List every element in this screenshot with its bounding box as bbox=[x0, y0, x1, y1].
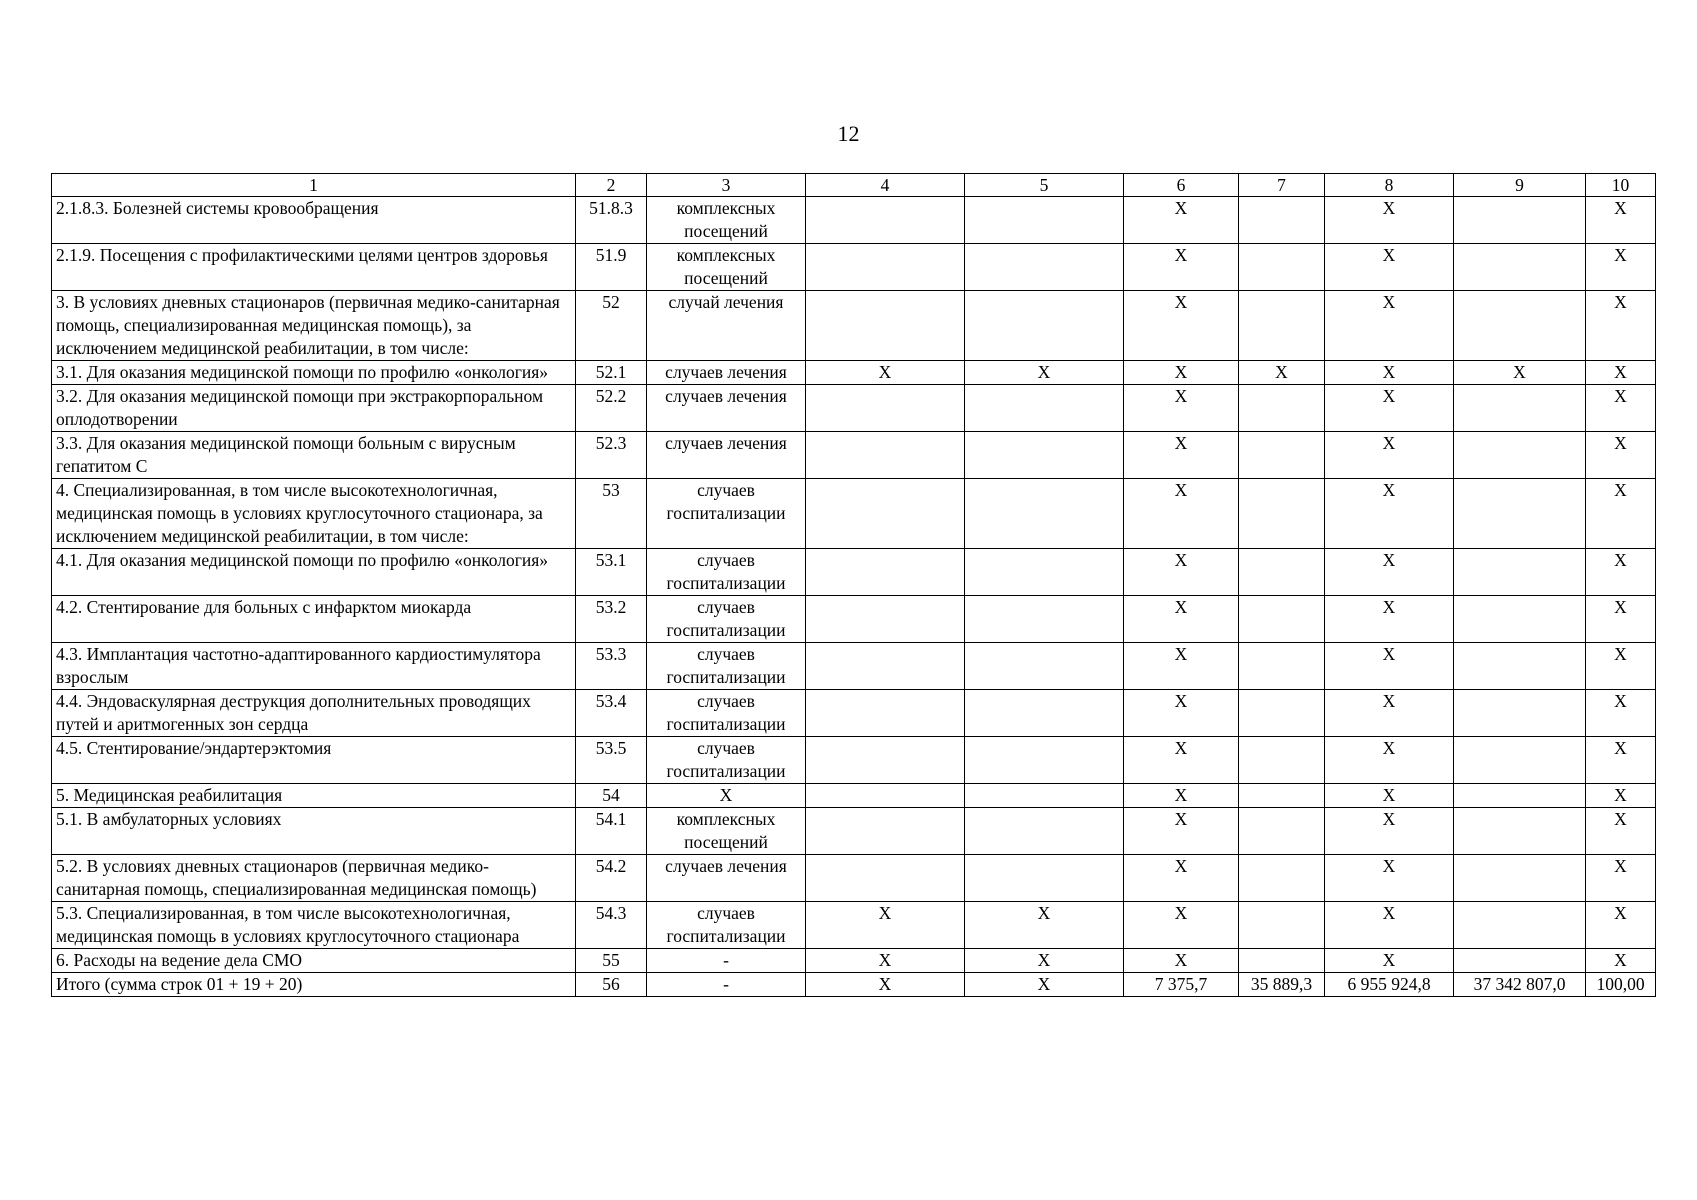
col6-cell: Х bbox=[1124, 432, 1239, 479]
row-unit-cell: комплексных посещений bbox=[647, 808, 806, 855]
col8-cell: Х bbox=[1325, 361, 1454, 385]
col8-cell: Х bbox=[1325, 479, 1454, 549]
row-name-cell: 4.3. Имплантация частотно-адаптированного кардиостимулятора взрослым bbox=[52, 643, 576, 690]
column-header-1: 1 bbox=[52, 174, 576, 197]
table-row bbox=[52, 643, 1656, 690]
col5-cell bbox=[965, 808, 1124, 855]
col7-cell bbox=[1239, 596, 1325, 643]
col10-cell: Х bbox=[1586, 643, 1656, 690]
row-unit-cell: Х bbox=[647, 784, 806, 808]
col6-cell: Х bbox=[1124, 784, 1239, 808]
row-unit-cell: случай лечения bbox=[647, 291, 806, 361]
col7-cell bbox=[1239, 244, 1325, 291]
row-unit-cell: случаев лечения bbox=[647, 385, 806, 432]
col6-cell: Х bbox=[1124, 549, 1239, 596]
col7-cell bbox=[1239, 197, 1325, 244]
row-name-cell: 5.1. В амбулаторных условиях bbox=[52, 808, 576, 855]
col10-cell: Х bbox=[1586, 244, 1656, 291]
column-header-5: 5 bbox=[965, 174, 1124, 197]
col6-cell: Х bbox=[1124, 690, 1239, 737]
col9-cell bbox=[1454, 596, 1586, 643]
col10-cell: Х bbox=[1586, 361, 1656, 385]
table-row bbox=[52, 361, 1656, 385]
column-header-8: 8 bbox=[1325, 174, 1454, 197]
row-unit-cell: случаев госпитализации bbox=[647, 643, 806, 690]
col7-cell bbox=[1239, 643, 1325, 690]
col5-cell bbox=[965, 855, 1124, 902]
col4-cell bbox=[806, 479, 965, 549]
column-header-3: 3 bbox=[647, 174, 806, 197]
col8-cell: Х bbox=[1325, 949, 1454, 973]
col5-cell bbox=[965, 385, 1124, 432]
row-unit-cell: случаев госпитализации bbox=[647, 690, 806, 737]
col8-cell: Х bbox=[1325, 902, 1454, 949]
col8-cell: Х bbox=[1325, 784, 1454, 808]
col4-cell: Х bbox=[806, 361, 965, 385]
col6-cell: Х bbox=[1124, 197, 1239, 244]
row-name-cell: 4.5. Стентирование/эндартерэктомия bbox=[52, 737, 576, 784]
col6-cell: Х bbox=[1124, 596, 1239, 643]
page-number: 12 bbox=[837, 121, 860, 146]
col10-cell: Х bbox=[1586, 784, 1656, 808]
col10-cell: 100,00 bbox=[1586, 973, 1656, 997]
col6-cell: Х bbox=[1124, 737, 1239, 784]
col7-cell: 35 889,3 bbox=[1239, 973, 1325, 997]
col10-cell: Х bbox=[1586, 479, 1656, 549]
col10-cell: Х bbox=[1586, 949, 1656, 973]
row-code-cell: 53.1 bbox=[576, 549, 647, 596]
row-code-cell: 54.2 bbox=[576, 855, 647, 902]
col7-cell bbox=[1239, 479, 1325, 549]
data-table bbox=[51, 173, 1656, 997]
table-row bbox=[52, 549, 1656, 596]
table-row bbox=[52, 385, 1656, 432]
col5-cell bbox=[965, 784, 1124, 808]
col6-cell: Х bbox=[1124, 361, 1239, 385]
col10-cell: Х bbox=[1586, 432, 1656, 479]
col5-cell bbox=[965, 549, 1124, 596]
col9-cell bbox=[1454, 291, 1586, 361]
row-unit-cell: случаев лечения bbox=[647, 432, 806, 479]
col8-cell: Х bbox=[1325, 197, 1454, 244]
col5-cell: Х bbox=[965, 361, 1124, 385]
col5-cell bbox=[965, 197, 1124, 244]
table-row bbox=[52, 244, 1656, 291]
col4-cell bbox=[806, 244, 965, 291]
col6-cell: Х bbox=[1124, 855, 1239, 902]
row-unit-cell: случаев лечения bbox=[647, 855, 806, 902]
col10-cell: Х bbox=[1586, 737, 1656, 784]
col4-cell bbox=[806, 432, 965, 479]
row-unit-cell: случаев госпитализации bbox=[647, 549, 806, 596]
row-code-cell: 54 bbox=[576, 784, 647, 808]
col8-cell: Х bbox=[1325, 244, 1454, 291]
col8-cell: Х bbox=[1325, 385, 1454, 432]
row-code-cell: 54.1 bbox=[576, 808, 647, 855]
row-name-cell: 2.1.9. Посещения с профилактическими целями центров здоровья bbox=[52, 244, 576, 291]
col5-cell: Х bbox=[965, 902, 1124, 949]
row-code-cell: 53.4 bbox=[576, 690, 647, 737]
row-code-cell: 52.3 bbox=[576, 432, 647, 479]
col6-cell: Х bbox=[1124, 244, 1239, 291]
row-unit-cell: комплексных посещений bbox=[647, 197, 806, 244]
col10-cell: Х bbox=[1586, 291, 1656, 361]
col9-cell bbox=[1454, 197, 1586, 244]
col8-cell: Х bbox=[1325, 596, 1454, 643]
col7-cell bbox=[1239, 549, 1325, 596]
row-code-cell: 51.9 bbox=[576, 244, 647, 291]
col5-cell bbox=[965, 737, 1124, 784]
col9-cell bbox=[1454, 244, 1586, 291]
col7-cell bbox=[1239, 784, 1325, 808]
col5-cell bbox=[965, 432, 1124, 479]
row-code-cell: 52.2 bbox=[576, 385, 647, 432]
row-name-cell: 4.2. Стентирование для больных с инфарктом миокарда bbox=[52, 596, 576, 643]
col4-cell bbox=[806, 643, 965, 690]
col9-cell bbox=[1454, 549, 1586, 596]
table-row bbox=[52, 479, 1656, 549]
col4-cell bbox=[806, 690, 965, 737]
col10-cell: Х bbox=[1586, 855, 1656, 902]
col7-cell bbox=[1239, 808, 1325, 855]
col5-cell bbox=[965, 291, 1124, 361]
col7-cell bbox=[1239, 855, 1325, 902]
table-row bbox=[52, 902, 1656, 949]
col5-cell bbox=[965, 690, 1124, 737]
column-header-9: 9 bbox=[1454, 174, 1586, 197]
row-unit-cell: - bbox=[647, 949, 806, 973]
col4-cell bbox=[806, 808, 965, 855]
col9-cell bbox=[1454, 949, 1586, 973]
col8-cell: Х bbox=[1325, 291, 1454, 361]
column-header-4: 4 bbox=[806, 174, 965, 197]
col4-cell bbox=[806, 596, 965, 643]
col8-cell: 6 955 924,8 bbox=[1325, 973, 1454, 997]
col8-cell: Х bbox=[1325, 737, 1454, 784]
table-row bbox=[52, 949, 1656, 973]
col10-cell: Х bbox=[1586, 197, 1656, 244]
col9-cell bbox=[1454, 479, 1586, 549]
row-code-cell: 52 bbox=[576, 291, 647, 361]
col6-cell: Х bbox=[1124, 291, 1239, 361]
row-code-cell: 53.2 bbox=[576, 596, 647, 643]
col4-cell bbox=[806, 784, 965, 808]
table-row bbox=[52, 432, 1656, 479]
table-row bbox=[52, 973, 1656, 997]
col10-cell: Х bbox=[1586, 385, 1656, 432]
row-name-cell: 5.2. В условиях дневных стационаров (первичная медико-санитарная помощь, специализированная медицинская помощь) bbox=[52, 855, 576, 902]
col6-cell: Х bbox=[1124, 902, 1239, 949]
col9-cell bbox=[1454, 737, 1586, 784]
col8-cell: Х bbox=[1325, 549, 1454, 596]
col10-cell: Х bbox=[1586, 902, 1656, 949]
table-row bbox=[52, 855, 1656, 902]
row-name-cell: 3.1. Для оказания медицинской помощи по профилю «онкология» bbox=[52, 361, 576, 385]
col10-cell: Х bbox=[1586, 549, 1656, 596]
row-unit-cell: случаев госпитализации bbox=[647, 596, 806, 643]
column-header-7: 7 bbox=[1239, 174, 1325, 197]
row-unit-cell: случаев госпитализации bbox=[647, 737, 806, 784]
col8-cell: Х bbox=[1325, 690, 1454, 737]
col6-cell: Х bbox=[1124, 949, 1239, 973]
row-name-cell: 6. Расходы на ведение дела СМО bbox=[52, 949, 576, 973]
column-header-2: 2 bbox=[576, 174, 647, 197]
col4-cell bbox=[806, 855, 965, 902]
table-row bbox=[52, 808, 1656, 855]
row-name-cell: 3. В условиях дневных стационаров (первичная медико-санитарная помощь, специализированная медицинская помощь), за исключением медицинской реабилитации, в том числе: bbox=[52, 291, 576, 361]
row-unit-cell: случаев лечения bbox=[647, 361, 806, 385]
col7-cell bbox=[1239, 385, 1325, 432]
col4-cell: Х bbox=[806, 973, 965, 997]
row-name-cell: 3.2. Для оказания медицинской помощи при экстракорпоральном оплодотворении bbox=[52, 385, 576, 432]
col4-cell: Х bbox=[806, 902, 965, 949]
col9-cell bbox=[1454, 855, 1586, 902]
col10-cell: Х bbox=[1586, 808, 1656, 855]
col8-cell: Х bbox=[1325, 855, 1454, 902]
row-code-cell: 53.3 bbox=[576, 643, 647, 690]
col10-cell: Х bbox=[1586, 596, 1656, 643]
table-body bbox=[52, 174, 1656, 997]
row-unit-cell: случаев госпитализации bbox=[647, 479, 806, 549]
col6-cell: 7 375,7 bbox=[1124, 973, 1239, 997]
col5-cell: Х bbox=[965, 973, 1124, 997]
col5-cell bbox=[965, 479, 1124, 549]
col9-cell bbox=[1454, 385, 1586, 432]
col8-cell: Х bbox=[1325, 808, 1454, 855]
col7-cell bbox=[1239, 432, 1325, 479]
col9-cell bbox=[1454, 808, 1586, 855]
col7-cell bbox=[1239, 737, 1325, 784]
table-row bbox=[52, 784, 1656, 808]
column-header-6: 6 bbox=[1124, 174, 1239, 197]
col9-cell bbox=[1454, 432, 1586, 479]
header-row bbox=[52, 174, 1656, 197]
row-unit-cell: - bbox=[647, 973, 806, 997]
row-name-cell: 3.3. Для оказания медицинской помощи больным с вирусным гепатитом С bbox=[52, 432, 576, 479]
col6-cell: Х bbox=[1124, 385, 1239, 432]
row-name-cell: 4.4. Эндоваскулярная деструкция дополнительных проводящих путей и аритмогенных зон сердца bbox=[52, 690, 576, 737]
row-name-cell: 5. Медицинская реабилитация bbox=[52, 784, 576, 808]
col7-cell bbox=[1239, 291, 1325, 361]
table-row bbox=[52, 690, 1656, 737]
col9-cell bbox=[1454, 690, 1586, 737]
row-name-cell: 4. Специализированная, в том числе высокотехнологичная, медицинская помощь в условиях круглосуточного стационара, за исключением медицинской реабилитации, в том числе: bbox=[52, 479, 576, 549]
col9-cell bbox=[1454, 902, 1586, 949]
col7-cell bbox=[1239, 690, 1325, 737]
row-code-cell: 52.1 bbox=[576, 361, 647, 385]
col6-cell: Х bbox=[1124, 479, 1239, 549]
column-header-10: 10 bbox=[1586, 174, 1656, 197]
row-code-cell: 51.8.3 bbox=[576, 197, 647, 244]
col9-cell: Х bbox=[1454, 361, 1586, 385]
col4-cell bbox=[806, 737, 965, 784]
row-code-cell: 54.3 bbox=[576, 902, 647, 949]
row-unit-cell: комплексных посещений bbox=[647, 244, 806, 291]
row-unit-cell: случаев госпитализации bbox=[647, 902, 806, 949]
col4-cell: Х bbox=[806, 949, 965, 973]
table-row bbox=[52, 197, 1656, 244]
col7-cell: Х bbox=[1239, 361, 1325, 385]
col5-cell bbox=[965, 596, 1124, 643]
row-code-cell: 55 bbox=[576, 949, 647, 973]
row-code-cell: 56 bbox=[576, 973, 647, 997]
row-name-cell: 4.1. Для оказания медицинской помощи по профилю «онкология» bbox=[52, 549, 576, 596]
col4-cell bbox=[806, 291, 965, 361]
table-row bbox=[52, 291, 1656, 361]
col6-cell: Х bbox=[1124, 808, 1239, 855]
col9-cell bbox=[1454, 643, 1586, 690]
col6-cell: Х bbox=[1124, 643, 1239, 690]
row-name-cell: Итого (сумма строк 01 + 19 + 20) bbox=[52, 973, 576, 997]
col8-cell: Х bbox=[1325, 432, 1454, 479]
col7-cell bbox=[1239, 902, 1325, 949]
row-name-cell: 5.3. Специализированная, в том числе высокотехнологичная, медицинская помощь в условиях круглосуточного стационара bbox=[52, 902, 576, 949]
col9-cell: 37 342 807,0 bbox=[1454, 973, 1586, 997]
col5-cell bbox=[965, 643, 1124, 690]
col4-cell bbox=[806, 385, 965, 432]
table-row bbox=[52, 737, 1656, 784]
col10-cell: Х bbox=[1586, 690, 1656, 737]
table-row bbox=[52, 596, 1656, 643]
col4-cell bbox=[806, 549, 965, 596]
col5-cell: Х bbox=[965, 949, 1124, 973]
col8-cell: Х bbox=[1325, 643, 1454, 690]
row-name-cell: 2.1.8.3. Болезней системы кровообращения bbox=[52, 197, 576, 244]
col9-cell bbox=[1454, 784, 1586, 808]
row-code-cell: 53 bbox=[576, 479, 647, 549]
col5-cell bbox=[965, 244, 1124, 291]
col4-cell bbox=[806, 197, 965, 244]
col7-cell bbox=[1239, 949, 1325, 973]
row-code-cell: 53.5 bbox=[576, 737, 647, 784]
